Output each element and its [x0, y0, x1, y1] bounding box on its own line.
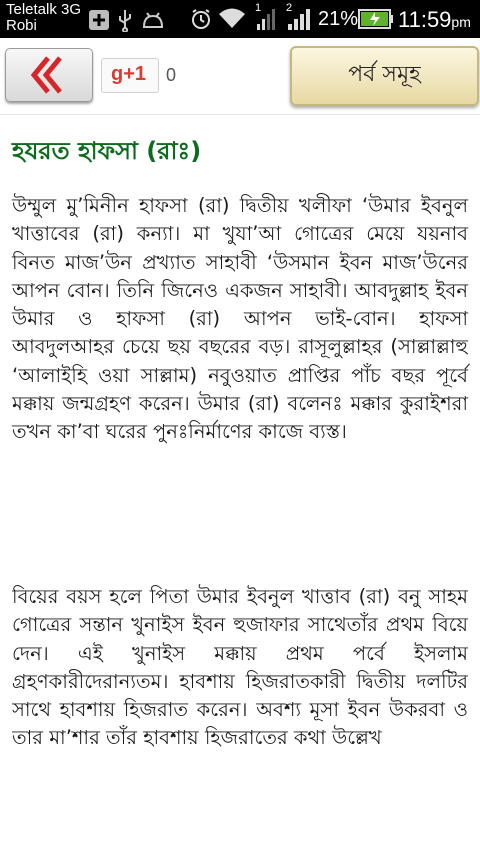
google-plus-one-button[interactable] [101, 58, 159, 93]
clock [398, 7, 471, 33]
android-debug-icon [141, 10, 165, 30]
carrier-line-2: Robi [6, 17, 37, 34]
sections-button[interactable]: পর্ব সমূহ [290, 46, 479, 106]
double-chevron-left-icon [26, 56, 70, 94]
google-plus-count: 0 [166, 65, 177, 85]
sim1-label: 1 [255, 2, 262, 14]
add-icon [88, 9, 110, 31]
google-plus-icon: g+1 [111, 63, 147, 85]
clock-time: 11:59 [398, 7, 452, 32]
article-paragraph-2: বিয়ের বয়স হলে পিতা উমার ইবনুল খাত্তাব (রা) বনু সাহম গোত্রের সন্তান খুনাইস ইবন হুজাফার সাথেতাঁর প্রথম বিয়ে দেন। এই খুনাইস মক্কায় প্রথম পর্বে ইসলাম গ্রহণকারীদেরান্যতম। হাবশায় হিজরাতকারী দ্বিতীয় দলটির সাথে হাবশায় হিজরাত করেন। অবশ্য মূসা ইবন উকরবা ও তার মা’শার তাঁর হাবশায় হিজরাতের কথা উল্লেখ [12, 585, 468, 750]
battery-charging-icon [358, 9, 394, 29]
app-toolbar [0, 38, 480, 115]
wifi-icon [218, 6, 246, 30]
battery-percent: 21% [318, 8, 359, 30]
usb-icon [116, 8, 134, 32]
clock-ampm: pm [451, 14, 471, 30]
back-button[interactable] [5, 48, 93, 102]
carrier-label [6, 2, 81, 34]
carrier-line-1: Teletalk 3G [6, 1, 82, 18]
alarm-icon [190, 8, 212, 30]
article-title: হযরত হাফসা (রাঃ) [12, 137, 202, 165]
sim2-label: 2 [286, 2, 293, 14]
status-bar [0, 0, 480, 38]
article-paragraph-1: উম্মুল মু’মিনীন হাফসা (রা) দ্বিতীয় খলীফা ‘উমার ইবনুল খাত্তাবের (রা) কন্যা। মা খুযা’আ গোত্রের মেয়ে যয়নাব বিনত মাজ’উন প্রখ্যাত সাহাবী ‘উসমান ইবন মাজ’উনের আপন বোন। তিনি জিনেও একজন সাহাবী। আবদুল্লাহ ইবন উমার ও হাফসা (রা) আপন ভাই-বোন। হাফসা আবদুলআহর চেয়ে ছয় বছরের বড়। রাসূলুল্লাহর (সাল্লাল্লাহু ‘আলাইহি ওয়া সাল্লাম) নবুওয়াত প্রাপ্তির পাঁচ বছর পূর্বে মক্কায় জন্মগ্রহণ করেন। উমার (রা) বলেনঃ মক্কার কুরাইশরা তখন কা’বা ঘরের পুনঃনির্মাণের কাজে ব্যস্ত। [12, 194, 468, 444]
